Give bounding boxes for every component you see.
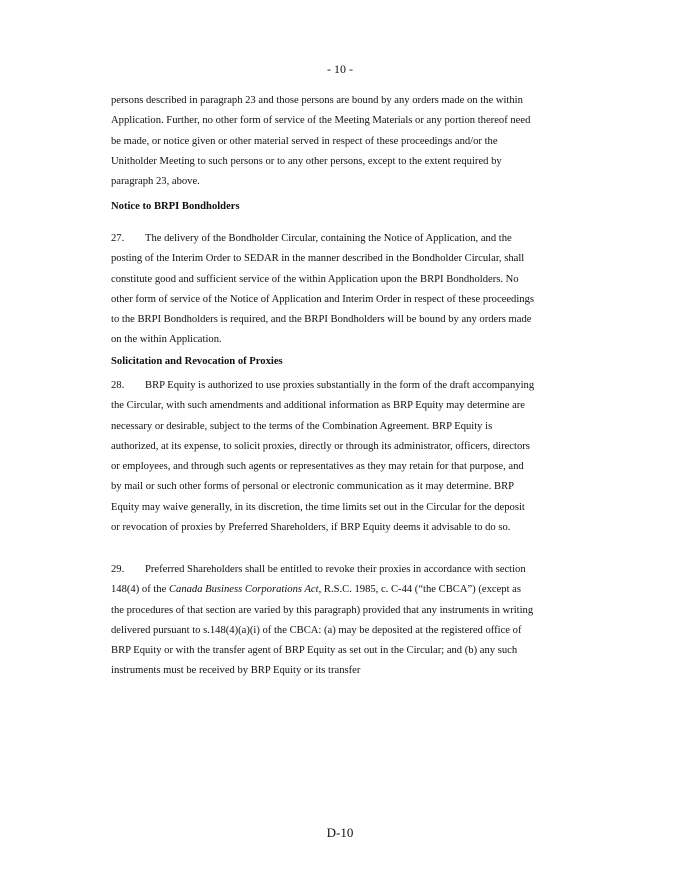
paragraph-text: The delivery of the Bondholder Circular, containing the Notice of Application, and the posting of the Interim Order to SEDAR in the manner described in the Bondholder Circular, shall constitute good and sufficient service of the within Application upon the BRPI Bondholders. No other form of service of the Notice of Application and Interim Order in respect of these proceedings to the BRPI Bondholders is required, and the BRPI Bondholders will be bound by any orders made on the within Application. xyxy=(111,233,535,346)
paragraph-29 xyxy=(111,560,536,682)
paragraph-number: 27. xyxy=(111,233,125,244)
paragraph-number: 28. xyxy=(111,380,125,391)
paragraph-number: 29. xyxy=(111,564,125,575)
paragraph-27 xyxy=(111,229,536,351)
footer-page-label: D-10 xyxy=(326,825,354,840)
paragraph-28 xyxy=(111,376,536,538)
heading-notice-bondholders: Notice to BRPI Bondholders xyxy=(111,201,240,212)
page-number: - 10 - xyxy=(327,62,353,76)
heading-solicitation-proxies: Solicitation and Revocation of Proxies xyxy=(111,356,283,367)
paragraph-text-a: Preferred Shareholders shall be entitled to revoke their proxies in accordance with section 148(4) of the xyxy=(111,564,526,596)
continuation-paragraph: persons described in paragraph 23 and those persons are bound by any orders made on the within Application. Further, no other form of service of the Meeting Materials or any portion thereof need be made, or notice given or other material served in respect of these proceedings and/or the Unitholder Meeting to such persons or to any other persons, except to the extent required by paragraph 23, above. xyxy=(111,95,531,188)
act-title: Canada Business Corporations Act xyxy=(168,584,319,596)
paragraph-text: BRP Equity is authorized to use proxies substantially in the form of the draft accompanying the Circular, with such amendments and additional information as BRP Equity may determine are necessary or desirable, subject to the terms of the Combination Agreement. BRP Equity is authorized, at its expense, to solicit proxies, directly or through its administrator, officers, directors or employees, and through such agents or representatives as they may retain for that purpose, and by mail or such other forms of personal or electronic communication as it may determine. BRP Equity may waive generally, in its discretion, the time limits set out in the Circular for the deposit or revocation of proxies by Preferred Shareholders, if BRP Equity deems it advisable to do so. xyxy=(111,380,535,534)
paragraph-text-b: , R.S.C. 1985, c. C-44 (“the CBCA”) (except as the procedures of that section are varied by this paragraph) provided that any instruments in writing delivered pursuant to s.148(4)(a)(i) of the CBCA: (a) may be deposited at the registered office of BRP Equity or with the transfer agent of BRP Equity as set out in the Circular; and (b) any such instruments must be received by BRP Equity or its transfer xyxy=(111,584,534,677)
